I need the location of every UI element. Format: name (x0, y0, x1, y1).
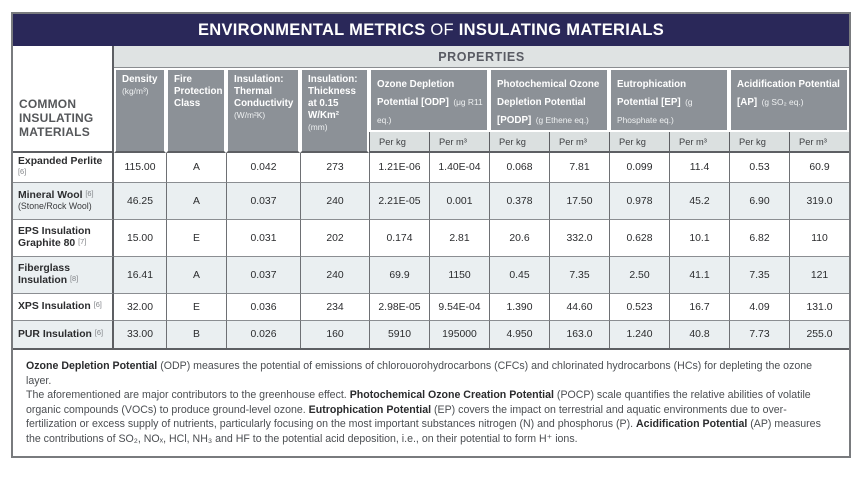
col-header-podp (489, 68, 609, 132)
value-cell: 33.00 (114, 320, 166, 348)
value-cell: 9.54E-04 (429, 293, 489, 320)
value-cell: 2.81 (429, 219, 489, 256)
subheader-per-m3: Per m³ (429, 132, 489, 153)
value-cell: 121 (789, 256, 849, 293)
value-cell: E (166, 293, 226, 320)
value-cell: 2.21E-05 (369, 182, 429, 219)
value-cell: 0.031 (226, 219, 300, 256)
value-cell: 0.45 (489, 256, 549, 293)
col-label: Insulation: Thickness at 0.15 W/Km² (308, 74, 358, 121)
bold-text: Ozone Depletion Potential (26, 360, 158, 372)
value-cell: 319.0 (789, 182, 849, 219)
reference-marker: [6] (18, 166, 27, 176)
value-cell: 234 (300, 293, 369, 320)
value-cell: 1.390 (489, 293, 549, 320)
value-cell: 195000 (429, 320, 489, 348)
footnote (13, 348, 849, 456)
material-name (18, 329, 103, 341)
col-label: Fire Protection Class (174, 74, 223, 109)
text: The aforementioned are major contributors to the greenhouse effect. (26, 389, 350, 401)
value-cell: 0.628 (609, 219, 669, 256)
value-cell: 1.40E-04 (429, 153, 489, 182)
material-cell (13, 256, 114, 293)
col-label: Photochemical Ozone Depletion Potential [PODP] (497, 79, 600, 126)
value-cell: 202 (300, 219, 369, 256)
value-cell: A (166, 256, 226, 293)
col-label: Density (122, 74, 158, 85)
material-name (18, 301, 102, 313)
col-unit: (g Ethene eq.) (535, 115, 589, 125)
text: (EP) covers the impact on terrestrial and aquatic environments due to over-fertilization or excess supply of nutrients, particularly focusing on the most important substances nitrogen (N) and phosphorus (P). (26, 403, 787, 430)
subheader-per-m3: Per m³ (669, 132, 729, 153)
value-cell: 20.6 (489, 219, 549, 256)
reference-marker: [8] (69, 274, 79, 283)
metrics-table-sheet (11, 12, 851, 458)
material-label: Mineral Wool (18, 190, 86, 202)
subheader-per-kg: Per kg (729, 132, 789, 153)
value-cell: 44.60 (549, 293, 609, 320)
value-cell: 17.50 (549, 182, 609, 219)
value-cell: 110 (789, 219, 849, 256)
value-cell: 69.9 (369, 256, 429, 293)
value-cell: 0.037 (226, 182, 300, 219)
value-cell: 0.037 (226, 256, 300, 293)
material-label: Fiberglass Insulation (18, 263, 70, 286)
value-cell: 273 (300, 153, 369, 182)
value-cell: 7.81 (549, 153, 609, 182)
material-label: PUR Insulation (18, 328, 95, 340)
subheader-per-m3: Per m³ (549, 132, 609, 153)
col-label: Acidification Potential [AP] (737, 79, 840, 108)
corner-header: COMMON INSULATING MATERIALS (13, 46, 114, 153)
value-cell: 1.21E-06 (369, 153, 429, 182)
bold-text: ENVIRONMENTAL METRICS (197, 20, 426, 39)
value-cell: 0.174 (369, 219, 429, 256)
value-cell: 0.068 (489, 153, 549, 182)
value-cell: 45.2 (669, 182, 729, 219)
value-cell: 163.0 (549, 320, 609, 348)
col-header-thickness (300, 68, 369, 153)
material-label: XPS Insulation (18, 301, 94, 313)
material-name (18, 156, 110, 180)
col-header-thermal-conductivity (226, 68, 300, 153)
title-bar (13, 14, 849, 46)
value-cell: B (166, 320, 226, 348)
col-header-ep (609, 68, 729, 132)
col-header-fire-class (166, 68, 226, 153)
col-unit: (mm) (308, 121, 328, 132)
value-cell: 4.09 (729, 293, 789, 320)
col-header-density (114, 68, 166, 153)
page-title (198, 21, 664, 40)
value-cell: 0.523 (609, 293, 669, 320)
subheader-per-kg: Per kg (369, 132, 429, 153)
value-cell: 160 (300, 320, 369, 348)
value-cell: 240 (300, 256, 369, 293)
value-cell: 60.9 (789, 153, 849, 182)
value-cell: 6.90 (729, 182, 789, 219)
col-label: Ozone Depletion Potential [ODP] (377, 79, 455, 108)
value-cell: 0.026 (226, 320, 300, 348)
col-label: Eutrophication Potential [EP] (617, 79, 687, 108)
bold-text: INSULATING MATERIALS (458, 20, 665, 39)
value-cell: 131.0 (789, 293, 849, 320)
text: (AP) measures the contributions of SO₂, NOₓ, HCl, NH₃ and HF to the potential acid deposition, i.e., on their potential to form H⁺ ions. (26, 418, 821, 445)
bold-text: Photochemical Ozone Creation Potential (349, 389, 554, 401)
material-name (18, 263, 110, 287)
value-cell: 4.950 (489, 320, 549, 348)
value-cell: 6.82 (729, 219, 789, 256)
value-cell: 16.7 (669, 293, 729, 320)
value-cell: 5910 (369, 320, 429, 348)
value-cell: 11.4 (669, 153, 729, 182)
value-cell: 7.73 (729, 320, 789, 348)
value-cell: 1150 (429, 256, 489, 293)
col-header-ap (729, 68, 849, 132)
value-cell: 115.00 (114, 153, 166, 182)
col-unit: (g SO₂ eq.) (761, 97, 804, 107)
value-cell: 0.978 (609, 182, 669, 219)
material-label: Expanded Perlite (18, 155, 103, 167)
value-cell: 10.1 (669, 219, 729, 256)
value-cell: 32.00 (114, 293, 166, 320)
value-cell: 0.001 (429, 182, 489, 219)
value-cell: 7.35 (549, 256, 609, 293)
material-note: (Stone/Rock Wool) (18, 201, 92, 212)
material-cell (13, 153, 114, 182)
col-header-odp (369, 68, 489, 132)
bold-text: Acidification Potential (636, 418, 748, 430)
value-cell: 0.378 (489, 182, 549, 219)
value-cell: 16.41 (114, 256, 166, 293)
col-unit: (W/m²K) (234, 109, 266, 120)
col-unit: (kg/m³) (122, 85, 149, 96)
text: OF (425, 20, 459, 39)
value-cell: 255.0 (789, 320, 849, 348)
material-label: EPS Insulation Graphite 80 (18, 226, 91, 249)
value-cell: 41.1 (669, 256, 729, 293)
value-cell: A (166, 182, 226, 219)
col-unit: (μg R11 eq.) (377, 97, 483, 125)
col-unit: (g Phosphate eq.) (617, 97, 693, 125)
col-label: Insulation: Thermal Conductivity (234, 74, 294, 109)
material-name (18, 226, 110, 250)
reference-marker: [6] (94, 327, 103, 337)
material-cell (13, 182, 114, 219)
subheader-per-kg: Per kg (609, 132, 669, 153)
text: (ODP) measures the potential of emissions of chlorouorohydrocarbons (CFCs) and chlorinated hydrocarbons (HCs) for depleting the ozone layer. (26, 360, 813, 387)
value-cell: 46.25 (114, 182, 166, 219)
value-cell: 2.98E-05 (369, 293, 429, 320)
reference-marker: [7] (78, 237, 87, 246)
reference-marker: [6] (85, 189, 94, 199)
material-cell (13, 320, 114, 348)
material-cell (13, 293, 114, 320)
value-cell: 1.240 (609, 320, 669, 348)
text: (POCP) scale quantifies the relative abilities of volatile organic compounds (VOCs) to produce ground-level ozone. (26, 389, 811, 416)
properties-header: PROPERTIES (114, 46, 849, 68)
value-cell: E (166, 219, 226, 256)
subheader-per-m3: Per m³ (789, 132, 849, 153)
value-cell: 0.099 (609, 153, 669, 182)
reference-marker: [6] (93, 300, 102, 310)
value-cell: 0.036 (226, 293, 300, 320)
value-cell: 2.50 (609, 256, 669, 293)
value-cell: 0.042 (226, 153, 300, 182)
value-cell: 240 (300, 182, 369, 219)
value-cell: 332.0 (549, 219, 609, 256)
subheader-per-kg: Per kg (489, 132, 549, 153)
value-cell: 0.53 (729, 153, 789, 182)
footnote-paragraph (26, 388, 836, 446)
value-cell: A (166, 153, 226, 182)
material-cell (13, 219, 114, 256)
bold-text: Eutrophication Potential (308, 403, 432, 416)
metrics-table (13, 46, 849, 456)
footnote-paragraph (26, 359, 836, 388)
value-cell: 15.00 (114, 219, 166, 256)
value-cell: 7.35 (729, 256, 789, 293)
value-cell: 40.8 (669, 320, 729, 348)
